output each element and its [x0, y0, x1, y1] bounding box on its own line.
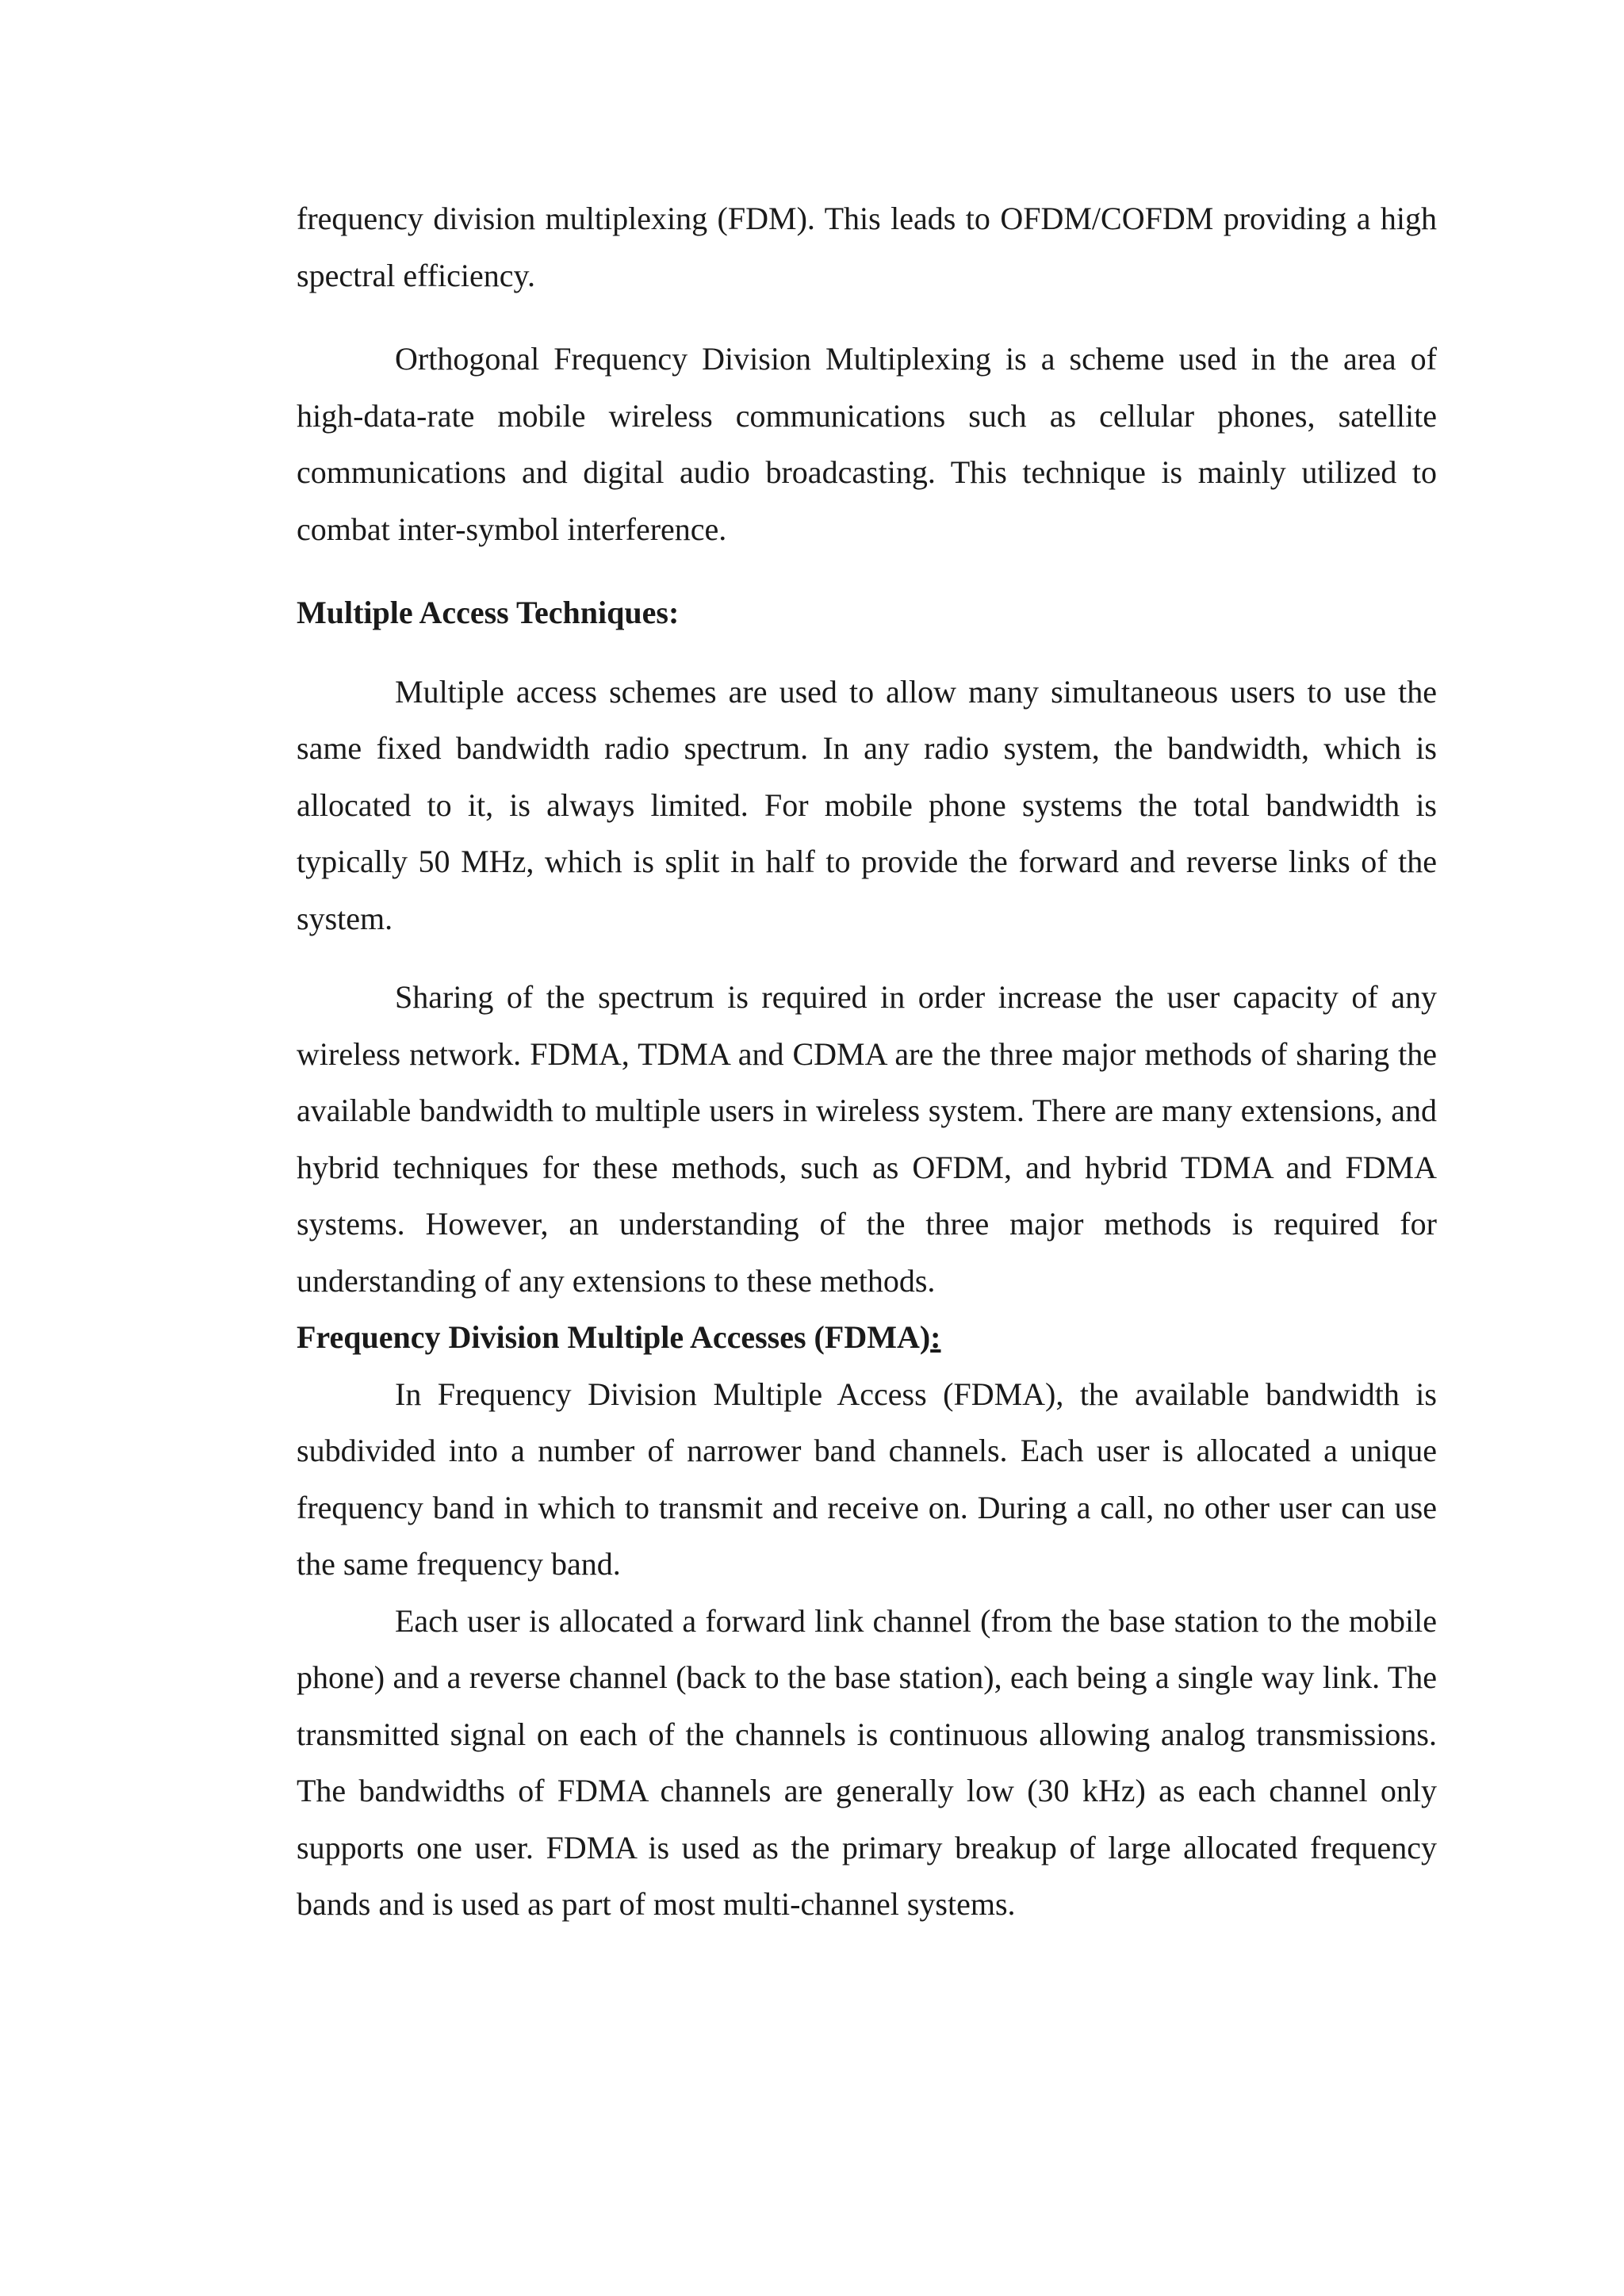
heading-fdma-colon: :	[930, 1319, 941, 1355]
paragraph-fdma-definition: In Frequency Division Multiple Access (FDMA), the available bandwidth is subdivided into a number of narrower band channels. Each user is allocated a unique frequency band in which to transmit and receive on. During a call, no other user can use the same frequency band.	[297, 1376, 1437, 1582]
paragraph-multiple-access: Multiple access schemes are used to allow many simultaneous users to use the same fixed bandwidth radio spectrum. In any radio system, the bandwidth, which is allocated to it, is always limited. For mobile phone systems the total bandwidth is typically 50 MHz, which is split in half to provide the forward and reverse links of the system.	[297, 673, 1437, 936]
paragraph-spectrum-sharing: Sharing of the spectrum is required in order increase the user capacity of any wireless network. FDMA, TDMA and CDMA are the three major methods of sharing the available bandwidth to multiple users in wireless system. There are many extensions, and hybrid techniques for these methods, such as OFDM, and hybrid TDMA and FDMA systems. However, an understanding of the three major methods is required for understanding of any extensions to these methods.	[297, 979, 1437, 1299]
paragraph-ofdm: Orthogonal Frequency Division Multiplexing is a scheme used in the area of high-data-rate mobile wireless communications such as cellular phones, satellite communications and digital audio broadcasting. This technique is mainly utilized to combat inter-symbol interference.	[297, 341, 1437, 547]
heading-fdma	[297, 1309, 1437, 1366]
heading-fdma-text: Frequency Division Multiple Accesses (FDMA)	[297, 1319, 931, 1355]
paragraph-fdma-channels: Each user is allocated a forward link channel (from the base station to the mobile phone) and a reverse channel (back to the base station), each being a single way link. The transmitted signal on each of the channels is continuous allowing analog transmissions. The bandwidths of FDMA channels are generally low (30 kHz) as each channel only supports one user. FDMA is used as the primary breakup of large allocated frequency bands and is used as part of most multi-channel systems.	[297, 1602, 1437, 1922]
paragraph-fdm-continuation: frequency division multiplexing (FDM). This leads to OFDM/COFDM providing a high spectral efficiency.	[297, 201, 1437, 293]
document-body	[297, 190, 1437, 1933]
heading-multiple-access-techniques: Multiple Access Techniques:	[297, 595, 680, 630]
